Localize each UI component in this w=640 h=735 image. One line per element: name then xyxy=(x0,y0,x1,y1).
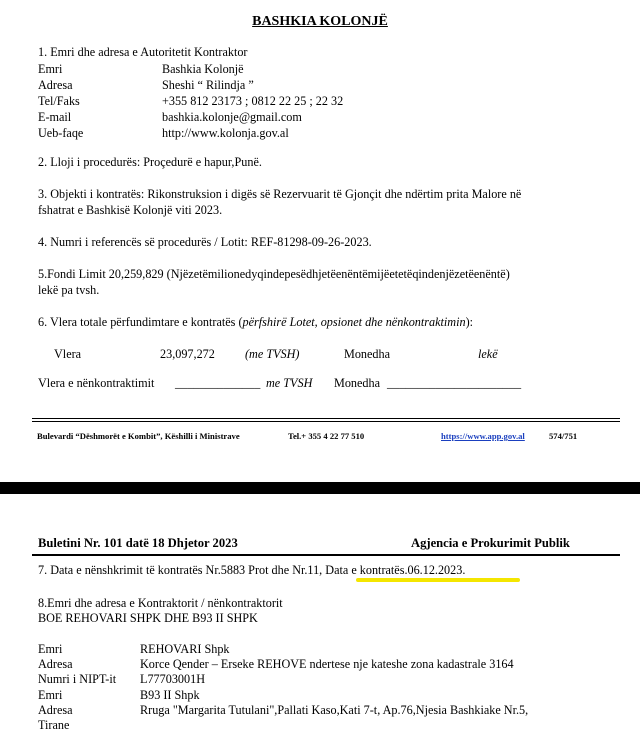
authority-address-value: Sheshi “ Rilindja ” xyxy=(162,78,254,92)
footer-url-link[interactable]: https://www.app.gov.al xyxy=(441,431,525,441)
subcontract-blank-2: ______________________ xyxy=(387,376,522,390)
section-1-heading: 1. Emri dhe adresa e Autoritetit Kontraktor xyxy=(38,45,248,59)
total-value-suffix: ): xyxy=(465,315,474,329)
contractor2-address-value: Rruga "Margarita Tutulani",Pallati Kaso,Kati 7-t, Ap.76,Njesia Bashkiake Nr.5, xyxy=(140,703,529,717)
total-value-heading xyxy=(38,315,473,330)
contract-date-highlighted: Data e kontratës.06.12.2023. xyxy=(325,563,466,577)
value-currency-label: Monedha xyxy=(344,347,391,361)
page-title: BASHKIA KOLONJË xyxy=(252,14,388,29)
footer-page-number: 574/751 xyxy=(549,431,578,441)
contractor-company: BOE REHOVARI SHPK DHE B93 II SHPK xyxy=(38,611,258,625)
signing-date-line xyxy=(38,563,465,578)
contractor1-name-value: REHOVARI Shpk xyxy=(140,642,230,656)
authority-name-value: Bashkia Kolonjë xyxy=(162,62,244,76)
fund-limit-line1: 5.Fondi Limit 20,259,829 (Njëzetëmilionedyqindepesëdhjetëenëntëmijëetetëqindenjëzetëenëntë) xyxy=(38,267,510,281)
footer-divider-thin-2 xyxy=(32,421,620,422)
page-separator xyxy=(0,482,640,494)
procedure-type: 2. Lloji i procedurës: Proçedurë e hapur,Punë. xyxy=(38,155,262,169)
total-value-italic: përfshirë Lotet, opsionet dhe nënkontraktimin xyxy=(242,315,466,329)
highlight-mark xyxy=(356,578,520,582)
bulletin-header: Buletini Nr. 101 datë 18 Dhjetor 2023 xyxy=(38,536,238,550)
footer-address: Bulevardi “Dëshmorët e Kombit”, Këshilli i Ministrave xyxy=(37,431,240,441)
contract-object-line2: fshatrat e Bashkisë Kolonjë viti 2023. xyxy=(38,203,223,217)
value-label: Vlera xyxy=(54,347,82,361)
contract-object-line1: 3. Objekti i kontratës: Rikonstruksion i digës së Rezervuarit të Gjonçit dhe ndërtim prita Malore në xyxy=(38,187,522,201)
value-vat: (me TVSH) xyxy=(245,347,300,361)
value-amount: 23,097,272 xyxy=(160,347,215,361)
subcontract-vat: me TVSH xyxy=(266,376,313,390)
contractor1-address-value: Korce Qender – Erseke REHOVE ndertese nje kateshe zona kadastrale 3164 xyxy=(140,657,514,671)
header-divider xyxy=(32,554,620,556)
authority-email-label: E-mail xyxy=(38,110,72,124)
authority-phone-value: +355 812 23173 ; 0812 22 25 ; 22 32 xyxy=(162,94,344,108)
agency-header: Agjencia e Prokurimit Publik xyxy=(411,536,570,550)
contractor2-address-label: Adresa xyxy=(38,703,73,717)
authority-email-value[interactable]: bashkia.kolonje@gmail.com xyxy=(162,110,302,124)
value-currency: lekë xyxy=(478,347,498,361)
footer-tel: Tel.+ 355 4 22 77 510 xyxy=(288,431,365,441)
authority-website-value[interactable]: http://www.kolonja.gov.al xyxy=(162,126,289,140)
authority-address-label: Adresa xyxy=(38,78,73,92)
signing-date-text: 7. Data e nënshkrimit të kontratës Nr.5883 Prot dhe Nr.11, xyxy=(38,563,326,577)
authority-website-label: Ueb-faqe xyxy=(38,126,84,140)
procedure-reference: 4. Numri i referencës së procedurës / Lotit: REF-81298-09-26-2023. xyxy=(38,235,372,249)
contractor1-nipt-label: Numri i NIPT-it xyxy=(38,672,117,686)
contractor1-address-label: Adresa xyxy=(38,657,73,671)
subcontract-blank-1: ______________ xyxy=(175,376,261,390)
contractor2-name-value: B93 II Shpk xyxy=(140,688,200,702)
footer-url-wrap xyxy=(441,431,525,441)
subcontract-currency-label: Monedha xyxy=(334,376,381,390)
subcontract-label: Vlera e nënkontraktimit xyxy=(38,376,155,390)
footer-divider-thin xyxy=(32,418,620,419)
contractor1-name-label: Emri xyxy=(38,642,63,656)
fund-limit-line2: lekë pa tvsh. xyxy=(38,283,100,297)
contractor-heading: 8.Emri dhe adresa e Kontraktorit / nënkontraktorit xyxy=(38,596,283,610)
authority-phone-label: Tel/Faks xyxy=(38,94,80,108)
contractor2-name-label: Emri xyxy=(38,688,63,702)
contractor1-nipt-value: L77703001H xyxy=(140,672,205,686)
contractor2-city: Tirane xyxy=(38,718,70,732)
total-value-prefix: 6. Vlera totale përfundimtare e kontratës ( xyxy=(38,315,243,329)
authority-name-label: Emri xyxy=(38,62,63,76)
